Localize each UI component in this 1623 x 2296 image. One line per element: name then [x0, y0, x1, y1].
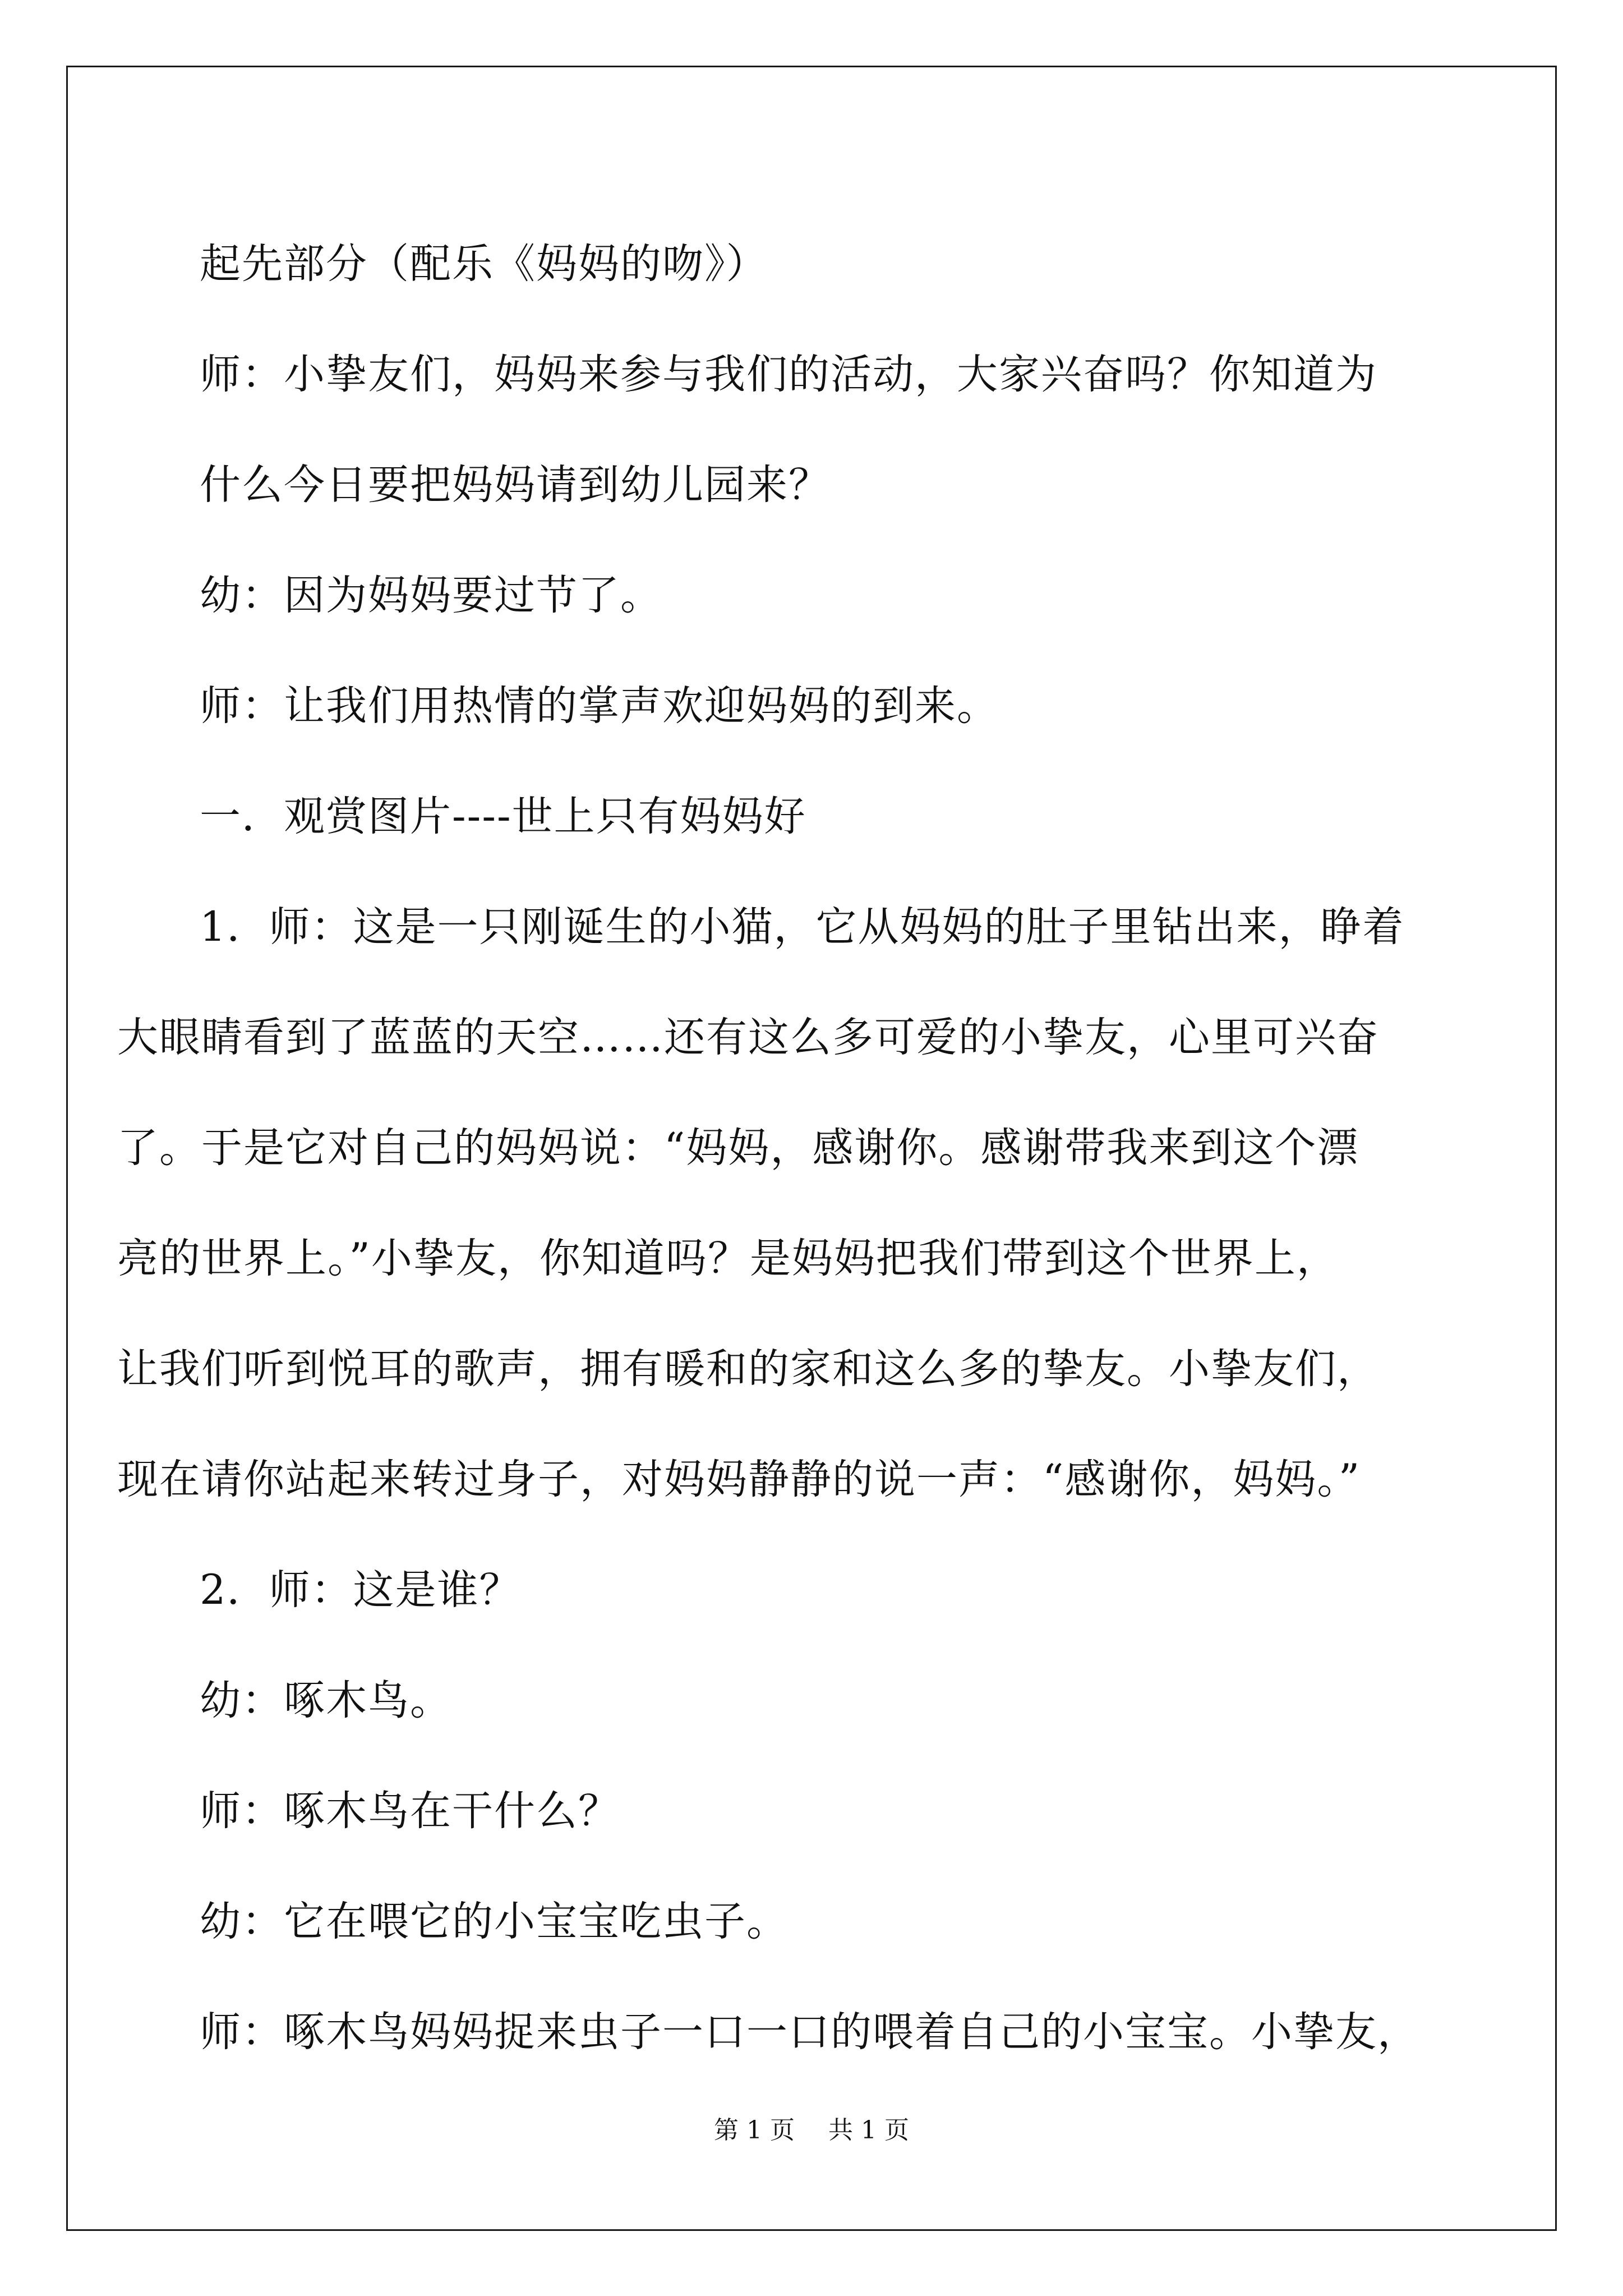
paragraph-line: 大眼睛看到了蓝蓝的天空……还有这么多可爱的小挚友，心里可兴奋 [117, 1014, 1379, 1061]
paragraph-feeding-answer [117, 1866, 1422, 1977]
paragraph-line: 幼：因为妈妈要过节了。 [200, 572, 662, 619]
paragraph-woodpecker-mother [117, 1977, 1422, 2087]
paragraph-line: 幼：啄木鸟。 [200, 1677, 452, 1724]
paragraph-woodpecker-question [117, 1756, 1422, 1866]
paragraph-who-is-this [117, 1535, 1422, 1645]
document-body [117, 209, 1422, 2087]
paragraph-line: 师：啄木鸟在干什么？ [200, 1787, 620, 1835]
page-number: 第 1 页 [714, 2116, 795, 2145]
paragraph-line: 师：让我们用热情的掌声欢迎妈妈的到来。 [200, 682, 999, 730]
paragraph-line: 师：小挚友们，妈妈来参与我们的活动，大家兴奋吗？你知道为 [200, 351, 1377, 398]
paragraph-line: 让我们听到悦耳的歌声，拥有暖和的家和这么多的挚友。小挚友们， [117, 1345, 1379, 1393]
paragraph-teacher-welcome [117, 651, 1422, 761]
paragraph-line: 什么今日要把妈妈请到幼儿园来？ [200, 461, 831, 509]
section-heading [117, 761, 1422, 872]
page-total: 共 1 页 [828, 2116, 909, 2145]
paragraph-line: 了。于是它对自己的妈妈说：“妈妈，感谢你。感谢带我来到这个漂 [117, 1124, 1359, 1172]
paragraph-teacher-intro [117, 319, 1422, 540]
paragraph-line: 一．观赏图片----世上只有妈妈好 [200, 793, 806, 840]
paragraph-heading [117, 209, 1422, 319]
paragraph-woodpecker-answer [117, 1645, 1422, 1756]
paragraph-line: 起先部分（配乐《妈妈的吻》） [200, 240, 768, 288]
paragraph-line: 师：啄木鸟妈妈捉来虫子一口一口的喂着自己的小宝宝。小挚友， [200, 2008, 1419, 2056]
paragraph-line: 幼：它在喂它的小宝宝吃虫子。 [200, 1898, 789, 1945]
paragraph-line: 2．师：这是谁？ [200, 1566, 522, 1614]
paragraph-child-answer [117, 540, 1422, 651]
paragraph-kitten-story [117, 872, 1422, 1535]
page-footer [0, 2114, 1623, 2147]
paragraph-line: 亮的世界上。”小挚友，你知道吗？是妈妈把我们带到这个世界上， [117, 1235, 1339, 1282]
paragraph-line: 1．师：这是一只刚诞生的小猫，它从妈妈的肚子里钻出来，睁着 [200, 903, 1405, 951]
paragraph-line: 现在请你站起来转过身子，对妈妈静静的说一声：“感谢你，妈妈。” [117, 1456, 1361, 1503]
